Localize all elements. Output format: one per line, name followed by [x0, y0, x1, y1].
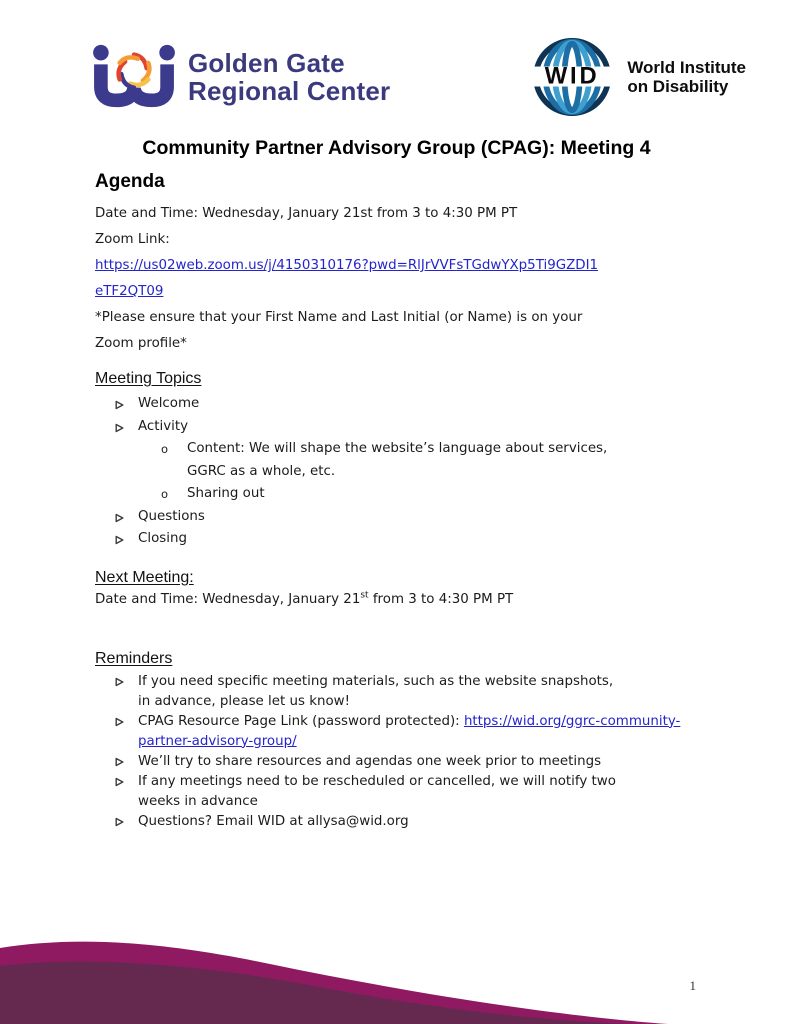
- header-logos: [0, 0, 791, 116]
- list-item: [95, 752, 698, 772]
- ggrc-logo-text: [188, 49, 390, 105]
- list-item: [95, 506, 698, 529]
- zoom-profile-note-line1: *Please ensure that your First Name and Last Initial (or Name) is on your: [95, 310, 583, 325]
- zoom-link-label: Zoom Link:: [95, 232, 170, 247]
- reminder-reschedule-line2: weeks in advance: [138, 793, 258, 809]
- meeting-topics-heading: Meeting Topics: [95, 370, 202, 387]
- intro-block: [95, 201, 698, 357]
- list-item: [95, 483, 698, 506]
- cpag-resource-page-link[interactable]: https://wid.org/ggrc-community-partner-advisory-group/: [138, 713, 681, 749]
- list-item: [95, 393, 698, 416]
- next-meeting-date-ordinal: st: [360, 590, 369, 601]
- reminders-heading: Reminders: [95, 649, 173, 667]
- next-meeting-datetime: [95, 587, 698, 613]
- arrow-bullet-icon: [115, 812, 138, 827]
- circle-bullet-icon: o: [161, 487, 169, 501]
- next-meeting-date-suffix: from 3 to 4:30 PM PT: [368, 591, 514, 607]
- zoom-profile-note-line2: Zoom profile*: [95, 336, 187, 351]
- arrow-bullet-icon: [115, 528, 138, 545]
- date-time-line: Date and Time: Wednesday, January 21st from 3 to 4:30 PM PT: [95, 206, 518, 221]
- meeting-topics-list: [95, 393, 698, 551]
- zoom-meeting-link-line2[interactable]: eTF2QT09: [95, 284, 164, 299]
- list-item: [95, 812, 698, 832]
- reminder-reschedule-line1: If any meetings need to be rescheduled or cancelled, we will notify two: [138, 773, 616, 789]
- arrow-bullet-icon: [115, 712, 138, 727]
- topic-welcome: Welcome: [138, 396, 200, 411]
- wid-logo-line1: World Institute: [627, 58, 746, 77]
- ggrc-logo-line2: Regional Center: [188, 76, 391, 106]
- arrow-bullet-icon: [115, 752, 138, 767]
- arrow-bullet-icon: [115, 772, 138, 787]
- arrow-bullet-icon: [115, 416, 138, 433]
- list-item: [95, 772, 698, 812]
- wid-logo-line2: on Disability: [627, 77, 729, 96]
- reminder-resource-page-prefix: CPAG Resource Page Link (password protected):: [138, 713, 464, 729]
- list-item: [95, 416, 698, 439]
- topic-questions: Questions: [138, 508, 205, 524]
- topic-sharing-out: Sharing out: [187, 486, 265, 501]
- ggrc-logo-icon: [90, 40, 178, 114]
- list-item: [95, 672, 698, 712]
- arrow-bullet-icon: [115, 393, 138, 410]
- document-title: Community Partner Advisory Group (CPAG): Meeting 4: [142, 137, 651, 159]
- zoom-meeting-link-line1[interactable]: https://us02web.zoom.us/j/4150310176?pwd=RlJrVVFsTGdwYXp5Ti9GZDI1: [95, 258, 599, 273]
- page-number: 1: [689, 978, 696, 993]
- list-item: [95, 528, 698, 551]
- reminder-materials-line1: If you need specific meeting materials, such as the website snapshots,: [138, 673, 614, 689]
- topic-closing: Closing: [138, 531, 187, 546]
- footer-wave-decoration: [0, 872, 791, 1024]
- wid-acronym: WID: [545, 62, 600, 90]
- ggrc-logo-line1: Golden Gate: [188, 48, 345, 78]
- next-meeting-date-prefix: Date and Time: Wednesday, January 21: [95, 591, 361, 607]
- arrow-bullet-icon: [115, 672, 138, 687]
- reminder-share-resources: We’ll try to share resources and agendas one week prior to meetings: [138, 753, 602, 769]
- wid-logo: [530, 38, 746, 116]
- next-meeting-heading: Next Meeting:: [95, 568, 194, 586]
- wid-globe-icon: [530, 38, 618, 116]
- topic-content-line1: Content: We will shape the website’s language about services,: [187, 441, 608, 456]
- agenda-heading: Agenda: [95, 171, 165, 192]
- topic-content-line2: GGRC as a whole, etc.: [187, 463, 336, 479]
- reminder-questions-email: Questions? Email WID at allysa@wid.org: [138, 813, 409, 829]
- ggrc-logo: [90, 40, 390, 114]
- circle-bullet-icon: o: [161, 442, 169, 456]
- reminder-materials-line2: in advance, please let us know!: [138, 693, 350, 709]
- list-item: [95, 438, 698, 483]
- list-item: [95, 712, 698, 752]
- arrow-bullet-icon: [115, 506, 138, 523]
- topic-activity: Activity: [138, 418, 189, 434]
- wid-logo-text: [627, 58, 746, 96]
- reminders-list: [95, 672, 698, 832]
